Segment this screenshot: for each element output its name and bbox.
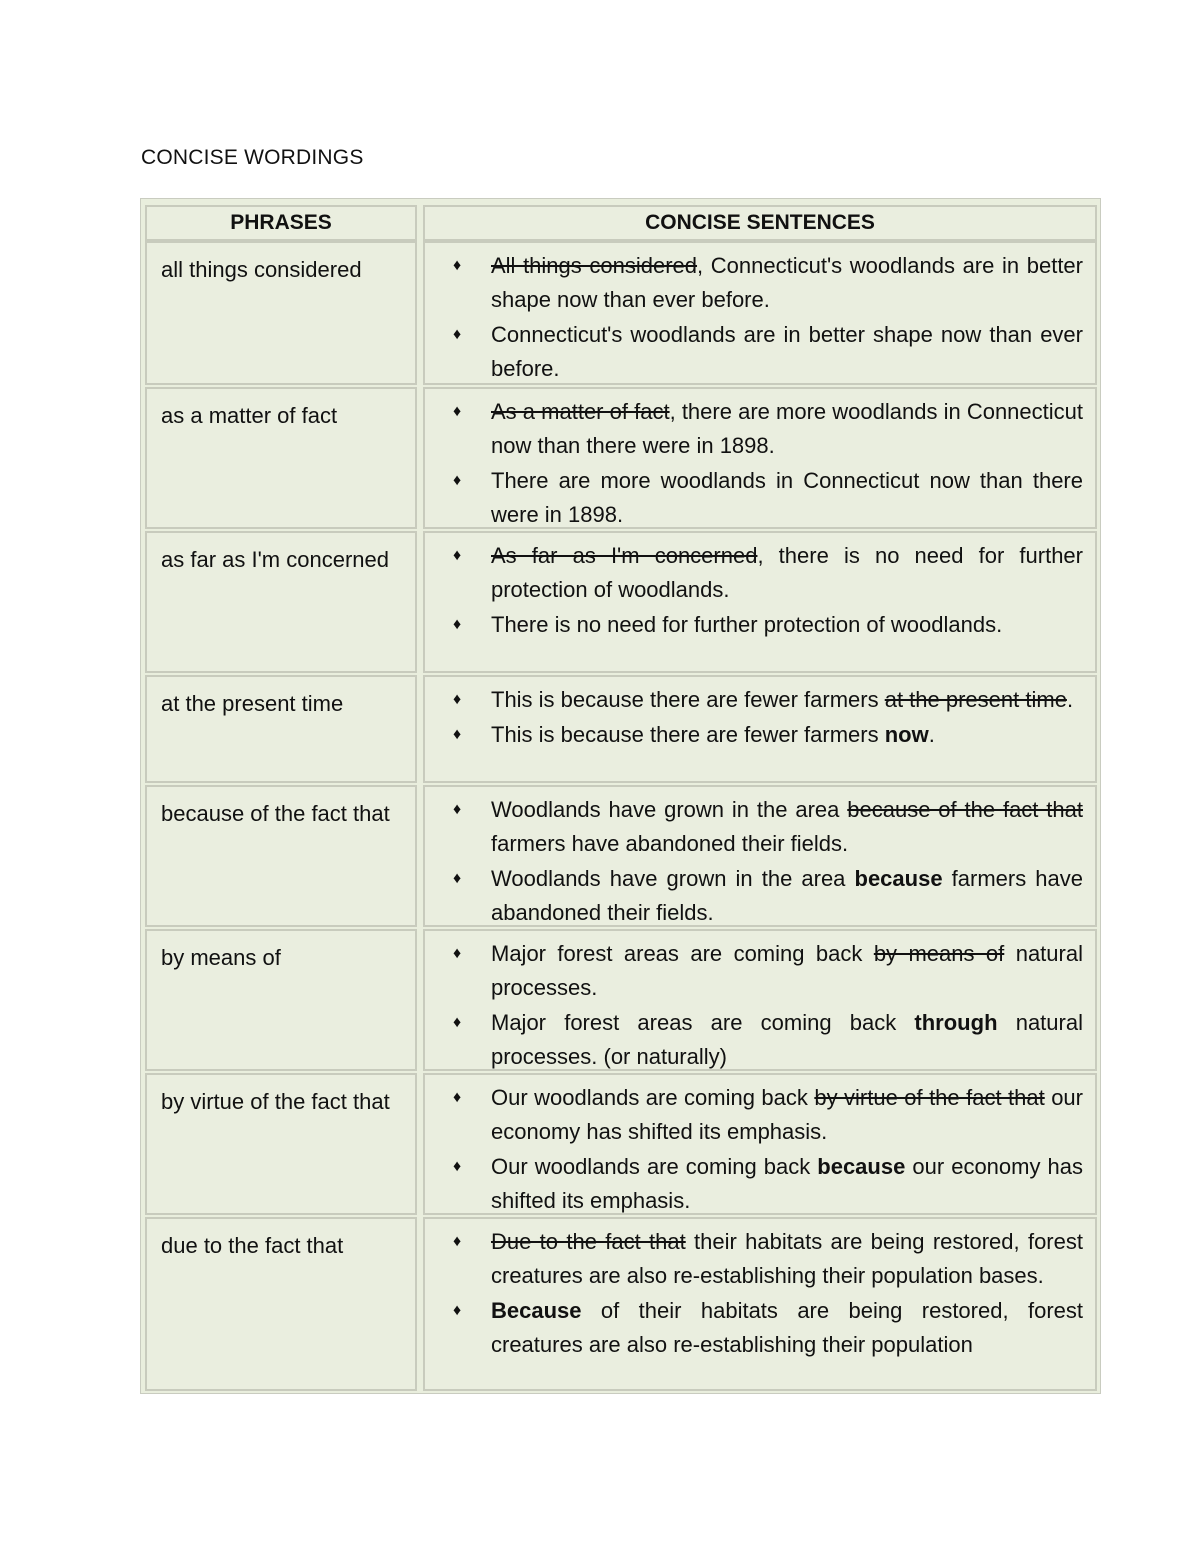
diamond-bullet-icon: ♦ [453,257,462,274]
replacement-word: because [817,1154,906,1179]
sentence-cell [423,241,1097,385]
original-sentence: ♦ As a matter of fact, there are more woodlands in Connecticut now than there were in 1898. [443,395,1083,463]
phrase-text: all things considered [161,257,362,282]
phrase-cell [145,675,417,783]
concise-sentence: ♦ Major forest areas are coming back through natural processes. (or naturally) [443,1006,1083,1074]
concise-sentence: ♦ This is because there are fewer farmers now. [443,718,1083,752]
phrase-cell [145,785,417,927]
replacement-word: now [884,722,929,747]
diamond-bullet-icon: ♦ [453,403,462,420]
struck-phrase: because of the fact that [847,797,1083,822]
replacement-word: because [854,866,943,891]
struck-phrase: All things considered [491,253,698,278]
original-sentence: ♦ As far as I'm concerned, there is no need for further protection of woodlands. [443,539,1083,607]
phrase-text: at the present time [161,691,344,716]
concise-sentence: ♦ Because of their habitats are being restored, forest creatures are also re-establishing their population [443,1294,1083,1362]
concise-sentence: ♦ Our woodlands are coming back because our economy has shifted its emphasis. [443,1150,1083,1218]
sentence-cell [423,929,1097,1071]
diamond-bullet-icon: ♦ [453,616,462,633]
phrase-cell [145,531,417,673]
phrase-cell [145,241,417,385]
sentence-cell [423,387,1097,529]
diamond-bullet-icon: ♦ [453,726,462,743]
sentence-cell [423,675,1097,783]
concise-sentence: ♦ There is no need for further protection of woodlands. [443,608,1083,642]
original-sentence: ♦ This is because there are fewer farmers at the present time. [443,683,1083,717]
sentence-cell [423,531,1097,673]
header-phrases: PHRASES [145,205,417,241]
original-sentence: ♦ Due to the fact that their habitats are being restored, forest creatures are also re-establishing their population bases. [443,1225,1083,1293]
diamond-bullet-icon: ♦ [453,691,462,708]
replacement-word: Because [491,1298,582,1323]
struck-phrase: by virtue of the fact that [814,1085,1045,1110]
phrase-text: by means of [161,945,281,970]
concise-sentence: ♦ Connecticut's woodlands are in better shape now than ever before. [443,318,1083,386]
phrase-text: due to the fact that [161,1233,344,1258]
diamond-bullet-icon: ♦ [453,945,462,962]
diamond-bullet-icon: ♦ [453,870,462,887]
original-sentence: ♦ Major forest areas are coming back by means of natural processes. [443,937,1083,1005]
original-sentence: ♦ Woodlands have grown in the area because of the fact that farmers have abandoned their fields. [443,793,1083,861]
diamond-bullet-icon: ♦ [453,326,462,343]
concise-sentence: ♦ There are more woodlands in Connecticut now than there were in 1898. [443,464,1083,532]
sentence-cell [423,1073,1097,1215]
phrase-text: by virtue of the fact that [161,1089,390,1114]
struck-phrase: As far as I'm concerned [491,543,758,568]
diamond-bullet-icon: ♦ [453,547,462,564]
diamond-bullet-icon: ♦ [453,1302,462,1319]
concise-wordings-table [140,198,1101,1394]
header-concise-sentences: CONCISE SENTENCES [423,205,1097,241]
concise-sentence: ♦ Woodlands have grown in the area because farmers have abandoned their fields. [443,862,1083,930]
diamond-bullet-icon: ♦ [453,801,462,818]
struck-phrase: Due to the fact that [491,1229,686,1254]
page-title: CONCISE WORDINGS [141,146,364,169]
sentence-cell [423,1217,1097,1391]
phrase-cell [145,1073,417,1215]
struck-phrase: As a matter of fact [491,399,670,424]
phrase-text: as far as I'm concerned [161,547,389,572]
phrase-text: as a matter of fact [161,403,338,428]
diamond-bullet-icon: ♦ [453,472,462,489]
phrase-cell [145,387,417,529]
sentence-cell [423,785,1097,927]
phrase-text: because of the fact that [161,801,390,826]
diamond-bullet-icon: ♦ [453,1233,462,1250]
struck-phrase: at the present time [884,687,1067,712]
original-sentence: ♦ All things considered, Connecticut's woodlands are in better shape now than ever before. [443,249,1083,317]
struck-phrase: by means of [873,941,1005,966]
phrase-cell [145,1217,417,1391]
replacement-word: through [914,1010,998,1035]
diamond-bullet-icon: ♦ [453,1158,462,1175]
diamond-bullet-icon: ♦ [453,1014,462,1031]
original-sentence: ♦ Our woodlands are coming back by virtue of the fact that our economy has shifted its emphasis. [443,1081,1083,1149]
phrase-cell [145,929,417,1071]
diamond-bullet-icon: ♦ [453,1089,462,1106]
